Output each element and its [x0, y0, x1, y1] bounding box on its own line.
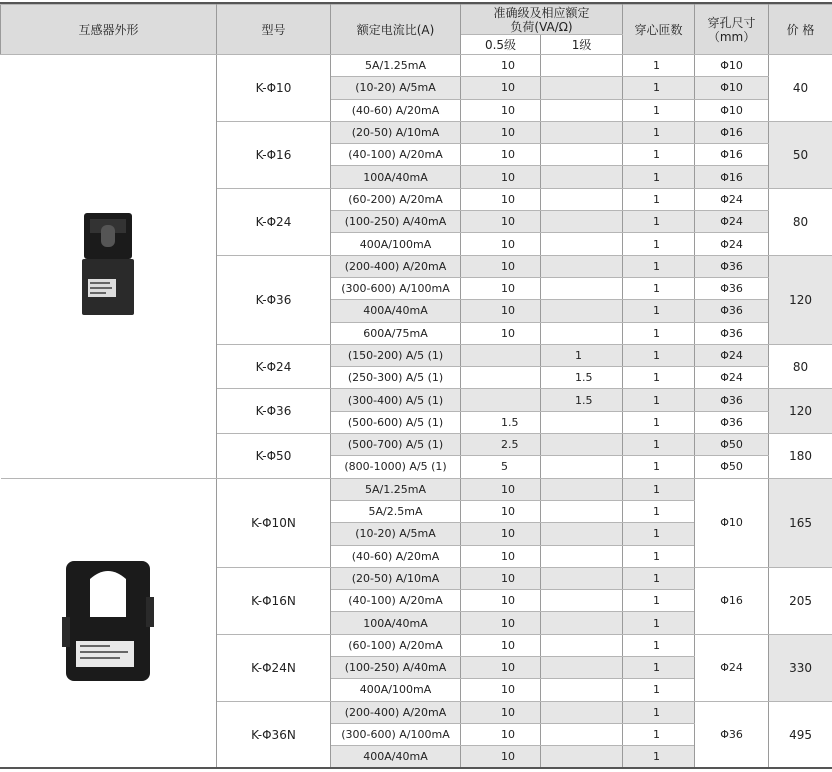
accuracy-05-cell: 10	[461, 590, 541, 612]
accuracy-05-cell: 10	[461, 77, 541, 99]
price-cell: 180	[769, 434, 832, 479]
device-photo	[60, 557, 156, 690]
ratio-cell: (40-100) A/20mA	[331, 590, 461, 612]
accuracy-05-cell: 10	[461, 500, 541, 522]
header-accuracy: 准确级及相应额定负荷(VA/Ω)	[461, 5, 623, 35]
ratio-cell: 400A/100mA	[331, 233, 461, 255]
accuracy-05-cell: 10	[461, 300, 541, 322]
turns-cell: 1	[623, 166, 695, 188]
accuracy-05-cell: 10	[461, 188, 541, 210]
ratio-cell: (40-60) A/20mA	[331, 99, 461, 121]
hole-size-cell: Φ50	[695, 456, 769, 478]
accuracy-1-cell	[541, 612, 623, 634]
ratio-cell: (800-1000) A/5 (1)	[331, 456, 461, 478]
turns-cell: 1	[623, 634, 695, 656]
ratio-cell: (10-20) A/5mA	[331, 77, 461, 99]
ratio-cell: 5A/1.25mA	[331, 478, 461, 500]
turns-cell: 1	[623, 746, 695, 768]
model-cell: K-Φ24	[217, 344, 331, 389]
ratio-cell: 5A/2.5mA	[331, 500, 461, 522]
accuracy-05-cell: 10	[461, 634, 541, 656]
hole-size-cell: Φ36	[695, 255, 769, 277]
accuracy-05-cell: 10	[461, 55, 541, 77]
accuracy-05-cell: 2.5	[461, 434, 541, 456]
accuracy-1-cell	[541, 657, 623, 679]
ratio-cell: (20-50) A/10mA	[331, 121, 461, 143]
hole-size-cell: Φ16	[695, 166, 769, 188]
accuracy-05-cell: 10	[461, 679, 541, 701]
accuracy-1-cell	[541, 500, 623, 522]
accuracy-05-cell: 10	[461, 746, 541, 768]
accuracy-05-cell: 5	[461, 456, 541, 478]
turns-cell: 1	[623, 590, 695, 612]
accuracy-05-cell: 10	[461, 211, 541, 233]
accuracy-1-cell	[541, 746, 623, 768]
hole-size-cell: Φ10	[695, 478, 769, 567]
accuracy-05-cell: 10	[461, 99, 541, 121]
accuracy-1-cell	[541, 144, 623, 166]
turns-cell: 1	[623, 701, 695, 723]
accuracy-1-cell	[541, 277, 623, 299]
price-cell: 40	[769, 55, 832, 122]
ratio-cell: (40-100) A/20mA	[331, 144, 461, 166]
accuracy-1-cell: 1	[541, 344, 623, 366]
accuracy-05-cell: 10	[461, 121, 541, 143]
hole-size-cell: Φ36	[695, 411, 769, 433]
table-row	[1, 478, 832, 500]
model-cell: K-Φ24N	[217, 634, 331, 701]
accuracy-05-cell: 10	[461, 612, 541, 634]
accuracy-05-cell: 1.5	[461, 411, 541, 433]
ratio-cell: (300-400) A/5 (1)	[331, 389, 461, 411]
price-cell: 80	[769, 344, 832, 389]
ratio-cell: 100A/40mA	[331, 166, 461, 188]
turns-cell: 1	[623, 679, 695, 701]
turns-cell: 1	[623, 657, 695, 679]
ratio-cell: 400A/40mA	[331, 300, 461, 322]
accuracy-05-cell: 10	[461, 277, 541, 299]
accuracy-05-cell	[461, 367, 541, 389]
accuracy-1-cell	[541, 590, 623, 612]
turns-cell: 1	[623, 567, 695, 589]
price-cell: 80	[769, 188, 832, 255]
accuracy-05-cell: 10	[461, 657, 541, 679]
accuracy-1-cell	[541, 211, 623, 233]
accuracy-05-cell	[461, 389, 541, 411]
turns-cell: 1	[623, 322, 695, 344]
model-cell: K-Φ10	[217, 55, 331, 122]
ratio-cell: (40-60) A/20mA	[331, 545, 461, 567]
hole-size-cell: Φ24	[695, 211, 769, 233]
model-cell: K-Φ36N	[217, 701, 331, 768]
hole-size-cell: Φ36	[695, 701, 769, 768]
turns-cell: 1	[623, 367, 695, 389]
hole-size-cell: Φ16	[695, 144, 769, 166]
accuracy-1-cell	[541, 411, 623, 433]
hole-size-cell: Φ10	[695, 55, 769, 77]
accuracy-1-cell	[541, 77, 623, 99]
turns-cell: 1	[623, 500, 695, 522]
turns-cell: 1	[623, 99, 695, 121]
header-hole-size: 穿孔尺寸（mm）	[695, 5, 769, 55]
header-appearance: 互感器外形	[1, 5, 217, 55]
turns-cell: 1	[623, 545, 695, 567]
ratio-cell: 600A/75mA	[331, 322, 461, 344]
accuracy-1-cell	[541, 679, 623, 701]
accuracy-1-cell	[541, 233, 623, 255]
accuracy-05-cell: 10	[461, 322, 541, 344]
accuracy-05-cell: 10	[461, 545, 541, 567]
accuracy-1-cell	[541, 300, 623, 322]
price-cell: 205	[769, 567, 832, 634]
hole-size-cell: Φ36	[695, 300, 769, 322]
accuracy-1-cell	[541, 701, 623, 723]
model-cell: K-Φ36	[217, 255, 331, 344]
hole-size-cell: Φ36	[695, 389, 769, 411]
accuracy-1-cell	[541, 322, 623, 344]
turns-cell: 1	[623, 77, 695, 99]
hole-size-cell: Φ50	[695, 434, 769, 456]
turns-cell: 1	[623, 478, 695, 500]
split-core-ct-large-image	[1, 478, 217, 768]
device-photo	[78, 205, 138, 328]
accuracy-05-cell: 10	[461, 233, 541, 255]
accuracy-05-cell: 10	[461, 723, 541, 745]
turns-cell: 1	[623, 211, 695, 233]
turns-cell: 1	[623, 233, 695, 255]
turns-cell: 1	[623, 300, 695, 322]
accuracy-05-cell: 10	[461, 523, 541, 545]
accuracy-1-cell	[541, 434, 623, 456]
turns-cell: 1	[623, 434, 695, 456]
accuracy-1-cell: 1.5	[541, 389, 623, 411]
ratio-cell: (250-300) A/5 (1)	[331, 367, 461, 389]
turns-cell: 1	[623, 612, 695, 634]
hole-size-cell: Φ36	[695, 277, 769, 299]
ratio-cell: (10-20) A/5mA	[331, 523, 461, 545]
accuracy-05-cell: 10	[461, 478, 541, 500]
accuracy-1-cell	[541, 166, 623, 188]
turns-cell: 1	[623, 121, 695, 143]
turns-cell: 1	[623, 523, 695, 545]
hole-size-cell: Φ10	[695, 77, 769, 99]
ratio-cell: (200-400) A/20mA	[331, 701, 461, 723]
hole-size-cell: Φ16	[695, 567, 769, 634]
ratio-cell: 400A/100mA	[331, 679, 461, 701]
price-cell: 495	[769, 701, 832, 768]
accuracy-05-cell	[461, 344, 541, 366]
turns-cell: 1	[623, 255, 695, 277]
ratio-cell: (300-600) A/100mA	[331, 277, 461, 299]
accuracy-05-cell: 10	[461, 166, 541, 188]
ratio-cell: 100A/40mA	[331, 612, 461, 634]
hole-size-cell: Φ24	[695, 188, 769, 210]
ratio-cell: (60-100) A/20mA	[331, 634, 461, 656]
ratio-cell: 400A/40mA	[331, 746, 461, 768]
header-turns: 穿心匝数	[623, 5, 695, 55]
ct-spec-table	[0, 4, 832, 769]
ratio-cell: (200-400) A/20mA	[331, 255, 461, 277]
accuracy-1-cell	[541, 121, 623, 143]
price-cell: 330	[769, 634, 832, 701]
hole-size-cell: Φ24	[695, 367, 769, 389]
accuracy-1-cell	[541, 456, 623, 478]
ratio-cell: (150-200) A/5 (1)	[331, 344, 461, 366]
hole-size-cell: Φ24	[695, 233, 769, 255]
ratio-cell: (100-250) A/40mA	[331, 657, 461, 679]
accuracy-1-cell	[541, 567, 623, 589]
turns-cell: 1	[623, 344, 695, 366]
model-cell: K-Φ10N	[217, 478, 331, 567]
header-price: 价 格	[769, 5, 832, 55]
table-row	[1, 55, 832, 77]
ratio-cell: (500-600) A/5 (1)	[331, 411, 461, 433]
ratio-cell: (100-250) A/40mA	[331, 211, 461, 233]
turns-cell: 1	[623, 188, 695, 210]
accuracy-1-cell	[541, 478, 623, 500]
split-core-ct-small-image	[1, 55, 217, 479]
accuracy-1-cell	[541, 523, 623, 545]
model-cell: K-Φ36	[217, 389, 331, 434]
accuracy-1-cell	[541, 723, 623, 745]
turns-cell: 1	[623, 723, 695, 745]
turns-cell: 1	[623, 144, 695, 166]
model-cell: K-Φ50	[217, 434, 331, 479]
turns-cell: 1	[623, 55, 695, 77]
bottom-rule	[0, 767, 832, 769]
accuracy-05-cell: 10	[461, 567, 541, 589]
ratio-cell: 5A/1.25mA	[331, 55, 461, 77]
header-accuracy-0.5: 0.5级	[461, 35, 541, 55]
header-accuracy-1: 1级	[541, 35, 623, 55]
hole-size-cell: Φ24	[695, 344, 769, 366]
accuracy-1-cell	[541, 545, 623, 567]
ratio-cell: (500-700) A/5 (1)	[331, 434, 461, 456]
turns-cell: 1	[623, 456, 695, 478]
header-ratio: 额定电流比(A)	[331, 5, 461, 55]
hole-size-cell: Φ16	[695, 121, 769, 143]
price-cell: 120	[769, 255, 832, 344]
hole-size-cell: Φ24	[695, 634, 769, 701]
accuracy-1-cell	[541, 55, 623, 77]
model-cell: K-Φ16	[217, 121, 331, 188]
price-cell: 165	[769, 478, 832, 567]
turns-cell: 1	[623, 411, 695, 433]
accuracy-1-cell	[541, 255, 623, 277]
ratio-cell: (60-200) A/20mA	[331, 188, 461, 210]
turns-cell: 1	[623, 389, 695, 411]
price-cell: 120	[769, 389, 832, 434]
price-cell: 50	[769, 121, 832, 188]
hole-size-cell: Φ36	[695, 322, 769, 344]
accuracy-05-cell: 10	[461, 255, 541, 277]
model-cell: K-Φ16N	[217, 567, 331, 634]
accuracy-1-cell	[541, 99, 623, 121]
hole-size-cell: Φ10	[695, 99, 769, 121]
turns-cell: 1	[623, 277, 695, 299]
accuracy-05-cell: 10	[461, 144, 541, 166]
accuracy-1-cell	[541, 188, 623, 210]
header-model: 型号	[217, 5, 331, 55]
ratio-cell: (20-50) A/10mA	[331, 567, 461, 589]
ratio-cell: (300-600) A/100mA	[331, 723, 461, 745]
accuracy-1-cell	[541, 634, 623, 656]
model-cell: K-Φ24	[217, 188, 331, 255]
accuracy-05-cell: 10	[461, 701, 541, 723]
accuracy-1-cell: 1.5	[541, 367, 623, 389]
